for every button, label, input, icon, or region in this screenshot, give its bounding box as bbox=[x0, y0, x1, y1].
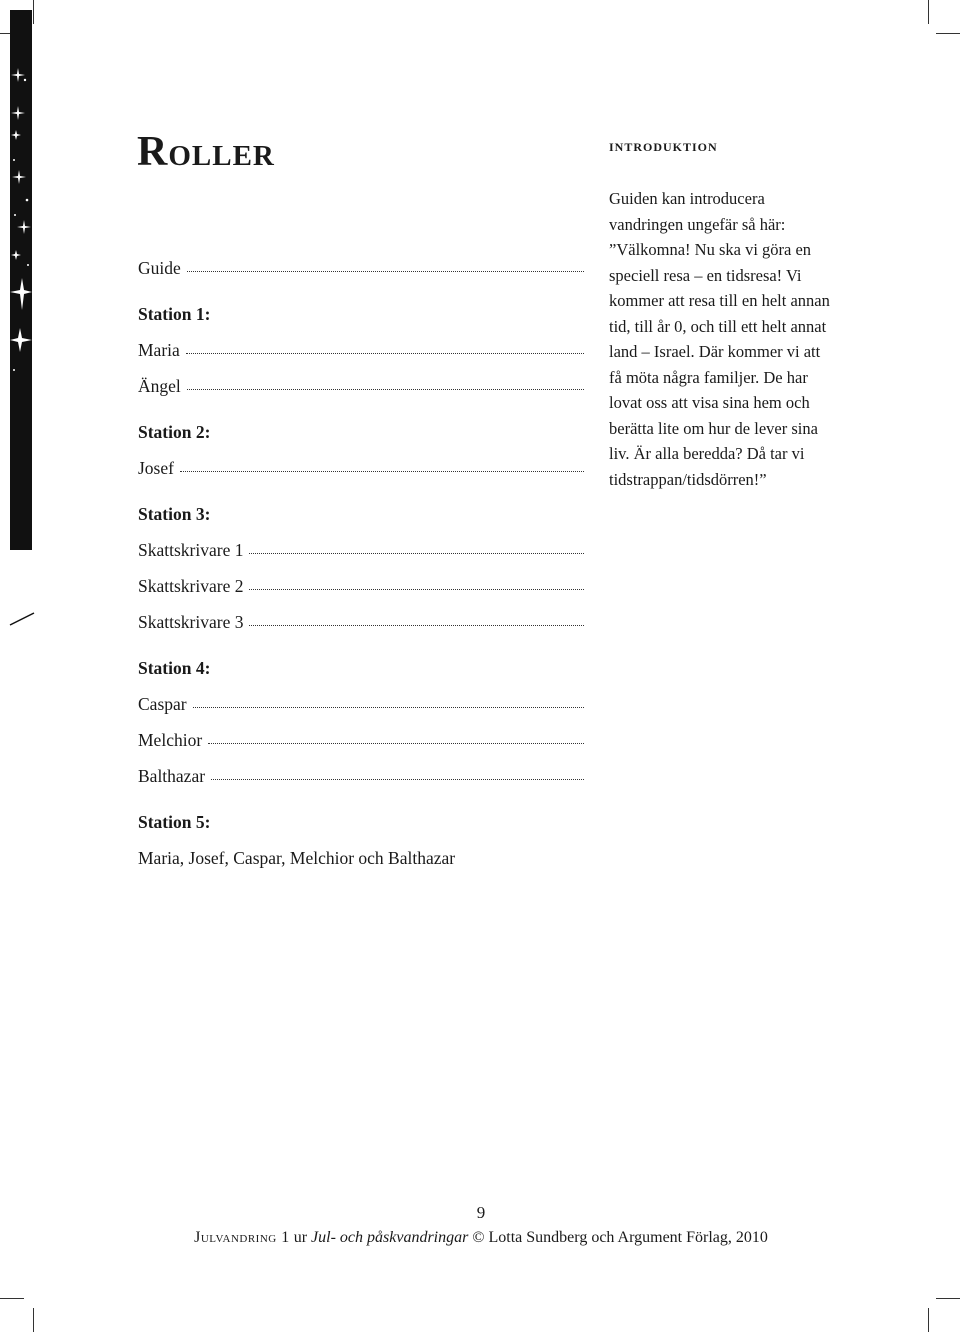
role-line bbox=[138, 456, 584, 480]
role-name: Guide bbox=[138, 258, 181, 278]
role-name: Skattskrivare 1 bbox=[138, 540, 244, 560]
station-heading: Station 4: bbox=[138, 658, 211, 678]
fill-in-line bbox=[208, 726, 584, 744]
role-name: Josef bbox=[138, 458, 174, 478]
intro-section bbox=[609, 134, 834, 492]
crop-mark bbox=[936, 33, 960, 34]
station-heading: Station 2: bbox=[138, 422, 211, 442]
role-line bbox=[138, 610, 584, 634]
fill-in-line bbox=[187, 372, 584, 390]
crop-mark bbox=[33, 1308, 34, 1332]
side-mark bbox=[9, 612, 35, 626]
page-number: 9 bbox=[476, 1203, 486, 1222]
fill-in-line bbox=[186, 336, 584, 354]
role-group bbox=[138, 656, 584, 788]
fill-in-line bbox=[249, 536, 584, 554]
role-line bbox=[138, 374, 584, 398]
role-line bbox=[138, 692, 584, 716]
crop-mark bbox=[928, 1308, 929, 1332]
role-line bbox=[138, 574, 584, 598]
role-name: Balthazar bbox=[138, 766, 206, 786]
role-name: Maria bbox=[138, 340, 180, 360]
role-name: Ängel bbox=[138, 376, 181, 396]
footer-series: Julvandring 1 bbox=[194, 1229, 290, 1246]
role-line bbox=[138, 538, 584, 562]
fill-in-line bbox=[249, 572, 584, 590]
role-name: Caspar bbox=[138, 694, 187, 714]
station-heading: Station 1: bbox=[138, 304, 211, 324]
crop-mark bbox=[928, 0, 929, 24]
role-line bbox=[138, 764, 584, 788]
page-title: Roller bbox=[137, 129, 275, 175]
station-heading: Station 5: bbox=[138, 812, 211, 832]
role-line bbox=[138, 338, 584, 362]
footer bbox=[0, 1229, 960, 1247]
sparkle-icon bbox=[10, 10, 32, 550]
fill-in-line bbox=[249, 608, 584, 626]
crop-mark bbox=[936, 1298, 960, 1299]
starry-band bbox=[10, 10, 32, 550]
footer-book-title: Jul- och påskvandringar bbox=[311, 1229, 469, 1246]
role-name: Skattskrivare 2 bbox=[138, 576, 244, 596]
role-line bbox=[138, 256, 584, 280]
crop-mark bbox=[0, 1298, 24, 1299]
role-line bbox=[138, 728, 584, 752]
role-group bbox=[138, 502, 584, 634]
fill-in-line bbox=[193, 690, 584, 708]
role-group bbox=[138, 256, 584, 280]
footer-connector: ur bbox=[293, 1229, 308, 1246]
fill-in-line bbox=[180, 454, 584, 472]
role-name: Skattskrivare 3 bbox=[138, 612, 244, 632]
intro-text: Guiden kan introducera vandringen ungefär så här: ”Välkomna! Nu ska vi göra en speciell resa – en tidsresa! Vi kommer att resa till en helt annan tid, till år 0, och till ett helt annat land – Israel. Där kommer vi att få möta några familjer. De har lovat oss att visa sina hem och berätta lite om hur de lever sina liv. Är alla beredda? Då tar vi tidstrappan/tidsdörren!” bbox=[609, 189, 830, 489]
roles-list bbox=[138, 256, 584, 870]
role-text: Maria, Josef, Caspar, Melchior och Balthazar bbox=[138, 848, 456, 868]
role-group bbox=[138, 420, 584, 480]
station-heading: Station 3: bbox=[138, 504, 211, 524]
intro-heading: introduktion bbox=[609, 136, 718, 155]
role-name: Melchior bbox=[138, 730, 203, 750]
role-group bbox=[138, 302, 584, 398]
fill-in-line bbox=[211, 762, 584, 780]
footer-copyright: © Lotta Sundberg och Argument Förlag, 2010 bbox=[472, 1229, 768, 1246]
crop-mark bbox=[33, 0, 34, 24]
role-group bbox=[138, 810, 584, 870]
fill-in-line bbox=[187, 254, 584, 272]
